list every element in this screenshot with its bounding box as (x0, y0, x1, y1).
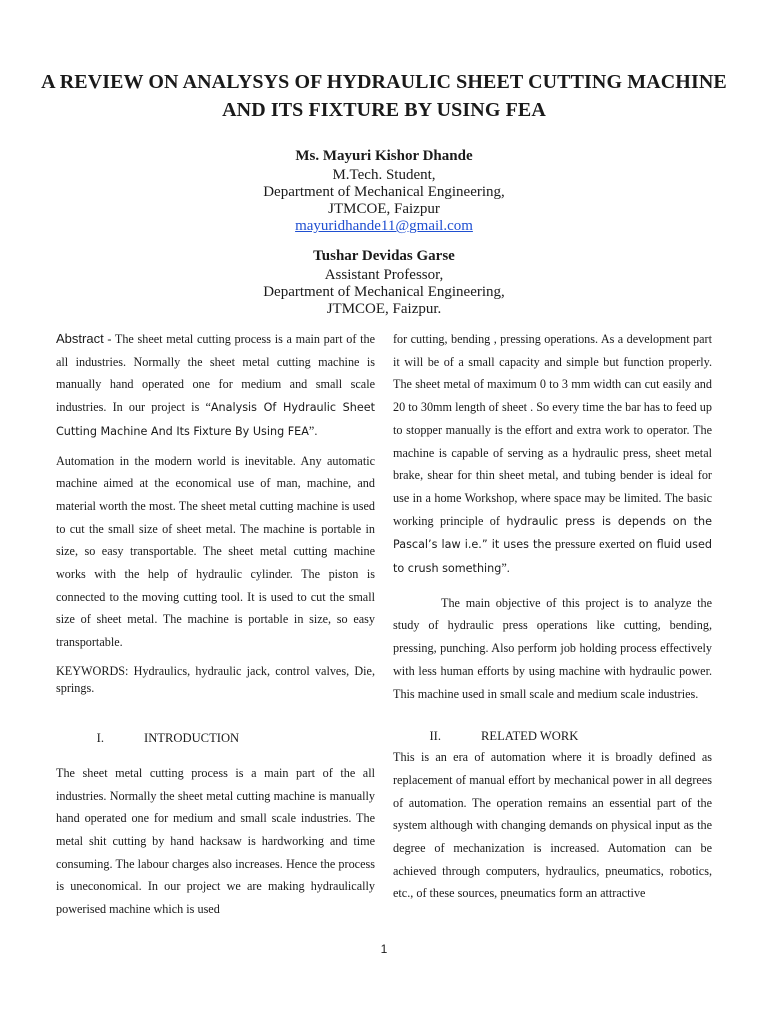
author-department: Department of Mechanical Engineering, (263, 184, 505, 200)
paper-title: A REVIEW ON ANALYSYS OF HYDRAULIC SHEET CUTTING MACHINE AND ITS FIXTURE BY USING FEA (41, 71, 727, 121)
introduction-heading: I. INTRODUCTION (96, 730, 240, 745)
author-block-second (140, 248, 628, 318)
author-email-link[interactable]: mayuridhande11@gmail.com (295, 218, 473, 234)
author-name: Tushar Devidas Garse (313, 248, 455, 264)
author-department: Department of Mechanical Engineering, (263, 284, 505, 300)
objective-paragraph: The main objective of this project is to analyze the study of hydraulic press operations like cutting, bending, pressing, punching. Also perform job holding process effectively with less human efforts by using machine with hydraulic power. This machine used in small scale and medium scale industries. (393, 595, 712, 701)
left-column (56, 328, 375, 921)
author-institute: JTMCOE, Faizpur (328, 201, 440, 217)
author-role: M.Tech. Student, (332, 167, 436, 183)
page-number: 1 (380, 942, 388, 956)
author-name: Ms. Mayuri Kishor Dhande (295, 148, 473, 164)
pascal-law-text: hydraulic press is depends on the Pascal’s law i.e.” it uses the (393, 514, 712, 552)
abstract-paragraph: Abstract - The sheet metal cutting process is a main part of the all industries. Normally the sheet metal cutting machine is manually hand operated one for medium and small scale industries. In our project is “Analysis Of Hydraulic Sheet Cutting Machine And Its Fixture By Using FEA”. (56, 331, 375, 438)
author-block-first (140, 148, 628, 235)
project-name: Analysis Of Hydraulic Sheet Cutting Machine And Its Fixture By Using FEA (56, 401, 375, 438)
right-column (393, 328, 712, 905)
keywords: KEYWORDS: Hydraulics, hydraulic jack, control valves, Die, springs. (56, 663, 375, 695)
related-work-paragraph: This is an era of automation where it is broadly defined as replacement of manual effort by mechanical power in all degrees of automation. The operation remains an essential part of the system although with changing demands on physical input as the degree of mechanization is increased. Automation can be achieved through computers, hydraulics, pneumatics, robotics, etc., of these sources, pneumatics form an attractive (393, 750, 712, 901)
abstract-label: Abstract (56, 331, 104, 346)
introduction-paragraph: The sheet metal cutting process is a main part of the all industries. Normally the sheet metal cutting machine is manually hand operated one for medium and small scale industries. The metal shit cutting by hand hacksaw is hardworking and time consuming. The labour charges also increases. Hence the process is uneconomical. In our project we are making hydraulically powerised machine which is used (56, 765, 375, 917)
continued-paragraph: for cutting, bending , pressing operations. As a development part it will be of a small capacity and simple but function properly. The sheet metal of maximum 0 to 3 mm width can cut easily and 20 to 30mm length of sheet . So every time the bar has to feed up to stopper manually is the effort and extra work to operator. The machine is capable of serving as a hydraulic press, sheet metal brake, shear for thin sheet metal, and tubing bender is ideal for use in a home Workshop, where space may be limited. The basic working principle of hydraulic press is depends on the Pascal’s law i.e.” it uses the pressure exerted on fluid used to crush something”. (393, 332, 712, 576)
author-institute: JTMCOE, Faizpur. (326, 301, 442, 317)
automation-paragraph: Automation in the modern world is inevitable. Any automatic machine aimed at the economical use of man, machine, and material worth the most. The sheet metal cutting machine is used to cut the small size of sheet metal. The machine is portable in size, so easy transportable. The sheet metal cutting machine works with the help of hydraulic cylinder. The piston is connected to the moving cutting tool. It is used to cut the small size of sheet metal. The machine is portable in size, so easy transportable. (56, 453, 375, 650)
fluid-text: on fluid used to crush something (393, 538, 712, 576)
author-role: Assistant Professor, (324, 267, 444, 283)
related-work-heading: II. RELATED WORK (429, 729, 579, 744)
